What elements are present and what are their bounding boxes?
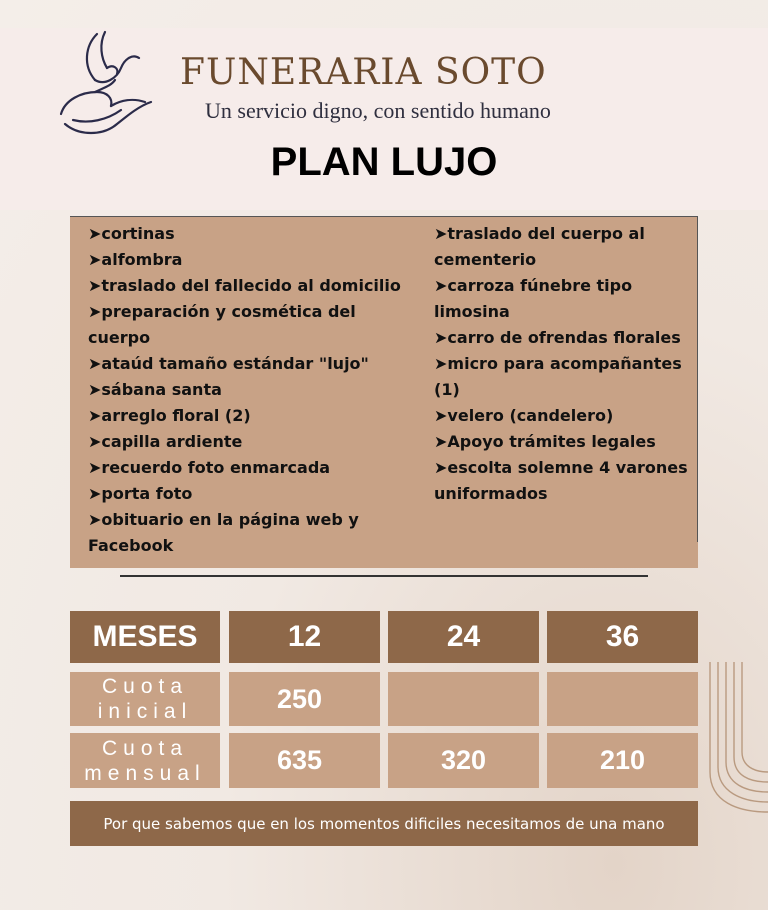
plan-title: PLAN LUJO: [270, 140, 498, 184]
initial-payment-36: [547, 672, 698, 726]
service-item: ➤obituario en la página web y Facebook: [88, 510, 359, 555]
decorative-arches-icon: [708, 662, 768, 832]
monthly-payment-24: 320: [388, 733, 539, 788]
service-item: ➤Apoyo trámites legales: [434, 432, 656, 451]
service-item: ➤preparación y cosmética del cuerpo: [88, 302, 356, 347]
monthly-payment-12: 635: [229, 733, 380, 788]
months-header-label: MESES: [70, 611, 220, 663]
initial-payment-24: [388, 672, 539, 726]
initial-payment-label-line2: inicial: [97, 700, 193, 723]
monthly-payment-label-line2: mensual: [84, 761, 206, 785]
service-item: ➤carroza fúnebre tipo limosina: [434, 276, 633, 321]
dove-hand-logo-icon: [55, 28, 155, 143]
brand-name: FUNERARIA SOTO: [180, 52, 547, 93]
initial-payment-label-line1: Cuota: [101, 675, 189, 698]
monthly-payment-36: 210: [547, 733, 698, 788]
months-36-header: 36: [547, 611, 698, 663]
services-right-column: [434, 221, 696, 507]
service-item: ➤cortinas: [88, 224, 175, 243]
months-12-header: 12: [229, 611, 380, 663]
services-box: [70, 216, 698, 568]
service-item: ➤traslado del cuerpo al cementerio: [434, 224, 645, 269]
footer-message: Por que sabemos que en los momentos dificiles necesitamos de una mano: [70, 801, 698, 846]
service-item: ➤ataúd tamaño estándar "lujo": [88, 354, 369, 373]
service-item: ➤alfombra: [88, 250, 183, 269]
services-left-column: [88, 221, 418, 559]
service-item: ➤sábana santa: [88, 380, 222, 399]
service-item: ➤carro de ofrendas florales: [434, 328, 681, 347]
service-item: ➤velero (candelero): [434, 406, 614, 425]
initial-payment-label: [70, 672, 220, 726]
divider-line: [120, 575, 648, 577]
service-item: ➤arreglo floral (2): [88, 406, 251, 425]
service-item: ➤capilla ardiente: [88, 432, 243, 451]
service-item: ➤recuerdo foto enmarcada: [88, 458, 331, 477]
monthly-payment-label: [70, 733, 220, 788]
service-item: ➤escolta solemne 4 varones uniformados: [434, 458, 688, 503]
service-item: ➤micro para acompañantes (1): [434, 354, 682, 399]
initial-payment-12: 250: [229, 672, 380, 726]
brand-slogan: Un servicio digno, con sentido humano: [205, 98, 551, 123]
months-24-header: 24: [388, 611, 539, 663]
service-item: ➤traslado del fallecido al domicilio: [88, 276, 401, 295]
service-item: ➤porta foto: [88, 484, 193, 503]
monthly-payment-label-line1: Cuota: [101, 736, 189, 760]
